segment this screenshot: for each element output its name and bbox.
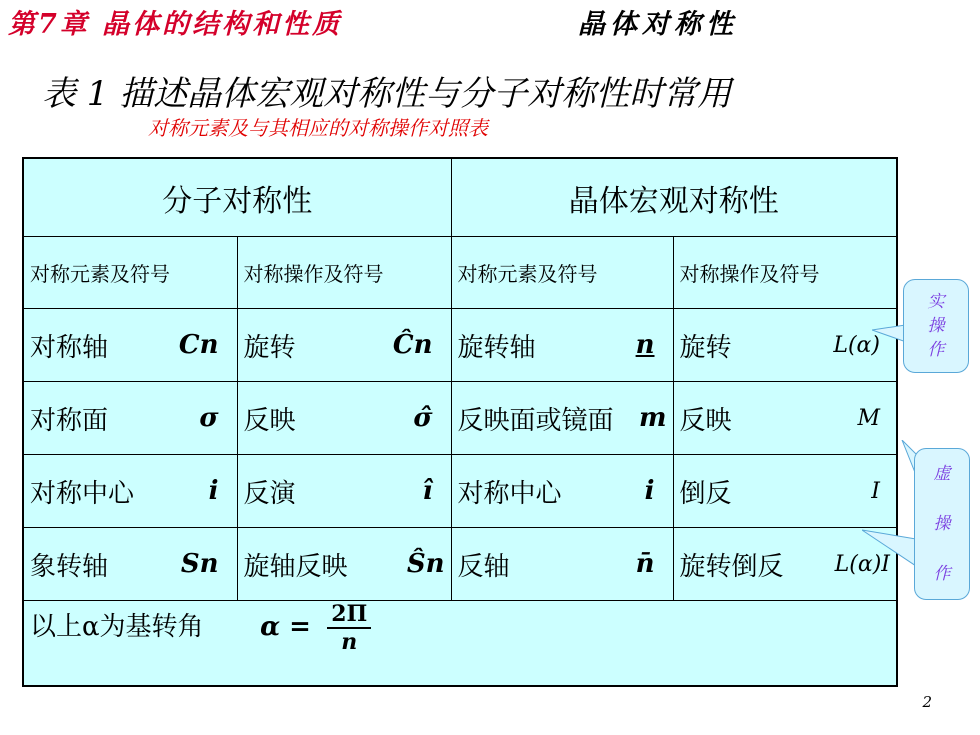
element-name: 反轴 bbox=[457, 551, 510, 582]
formula-denominator: n bbox=[341, 629, 358, 655]
formula-lhs: α = bbox=[260, 612, 311, 642]
element-name: 象转轴 bbox=[30, 551, 109, 582]
element-name: 旋转轴 bbox=[457, 332, 536, 363]
operation-name: 反演 bbox=[243, 478, 296, 509]
table-cell bbox=[237, 382, 451, 455]
table-cell bbox=[23, 382, 237, 455]
element-symbol: n̄ bbox=[635, 549, 655, 579]
operation-symbol: σ̂ bbox=[413, 403, 433, 433]
callout-char: 实 bbox=[927, 292, 945, 312]
table-cell bbox=[451, 455, 673, 528]
table-cell bbox=[237, 309, 451, 382]
slide-title: 表 1 描述晶体宏观对称性与分子对称性时常用 bbox=[42, 74, 732, 114]
column-header: 对称元素及符号 bbox=[23, 237, 237, 309]
callout-pointer bbox=[862, 440, 922, 610]
table-row bbox=[23, 455, 897, 528]
formula-numerator: 2Π bbox=[327, 601, 371, 629]
operation-symbol: î bbox=[422, 476, 433, 506]
table-cell bbox=[237, 455, 451, 528]
table-cell bbox=[23, 309, 237, 382]
operation-name: 旋轴反映 bbox=[243, 551, 348, 582]
element-symbol: n bbox=[635, 330, 655, 360]
table-cell bbox=[23, 455, 237, 528]
table-cell bbox=[451, 528, 673, 601]
element-symbol: m bbox=[638, 403, 667, 433]
table-group-header-row bbox=[23, 158, 897, 237]
callout-char: 作 bbox=[927, 340, 945, 360]
operation-symbol: Ĉn bbox=[392, 330, 433, 360]
operation-name: 倒反 bbox=[679, 478, 732, 509]
group-header-molecular: 分子对称性 bbox=[23, 158, 451, 237]
column-header: 对称操作及符号 bbox=[237, 237, 451, 309]
element-symbol: Cn bbox=[178, 330, 219, 360]
table-cell bbox=[451, 309, 673, 382]
slide-subtitle: 对称元素及与其相应的对称操作对照表 bbox=[148, 116, 488, 140]
operation-name: 反映 bbox=[243, 405, 296, 436]
column-header: 对称操作及符号 bbox=[673, 237, 897, 309]
callout-real-operation bbox=[903, 279, 969, 373]
table-row bbox=[23, 382, 897, 455]
footer-note: 以上α为基转角 bbox=[30, 612, 204, 642]
formula-fraction bbox=[327, 601, 371, 655]
element-name: 对称轴 bbox=[30, 332, 109, 363]
operation-symbol: Ŝn bbox=[406, 549, 445, 579]
table-row bbox=[23, 528, 897, 601]
callout-char: 操 bbox=[933, 514, 951, 534]
page-number: 2 bbox=[922, 693, 932, 711]
operation-name: 反映 bbox=[679, 405, 732, 436]
table-cell bbox=[673, 309, 897, 382]
element-name: 对称中心 bbox=[457, 478, 562, 509]
section-header: 晶体对称性 bbox=[578, 9, 738, 40]
operation-name: 旋转 bbox=[679, 332, 732, 363]
table-column-header-row bbox=[23, 237, 897, 309]
operation-symbol: I bbox=[871, 478, 880, 504]
table-footer-cell bbox=[23, 601, 897, 687]
element-symbol: Sn bbox=[180, 549, 219, 579]
operation-symbol: L(α) bbox=[833, 332, 880, 358]
operation-symbol: L(α)I bbox=[834, 551, 890, 577]
callout-virtual-operation bbox=[914, 448, 970, 600]
table-cell bbox=[23, 528, 237, 601]
callout-char: 作 bbox=[933, 564, 951, 584]
element-symbol: σ bbox=[199, 403, 219, 433]
element-name: 对称面 bbox=[30, 405, 109, 436]
element-symbol: i bbox=[208, 476, 219, 506]
table-row bbox=[23, 309, 897, 382]
operation-symbol: M bbox=[857, 405, 880, 431]
column-header: 对称元素及符号 bbox=[451, 237, 673, 309]
table-cell bbox=[237, 528, 451, 601]
operation-name: 旋转 bbox=[243, 332, 296, 363]
symmetry-table bbox=[22, 157, 898, 687]
table-footer-row bbox=[23, 601, 897, 687]
element-name: 反映面或镜面 bbox=[457, 405, 614, 436]
operation-name: 旋转倒反 bbox=[679, 551, 784, 582]
chapter-header: 第7章 晶体的结构和性质 bbox=[8, 9, 343, 40]
group-header-crystal: 晶体宏观对称性 bbox=[451, 158, 897, 237]
callout-char: 虚 bbox=[933, 464, 951, 484]
callout-char: 操 bbox=[927, 316, 945, 336]
element-name: 对称中心 bbox=[30, 478, 135, 509]
table-cell bbox=[451, 382, 673, 455]
element-symbol: i bbox=[644, 476, 655, 506]
